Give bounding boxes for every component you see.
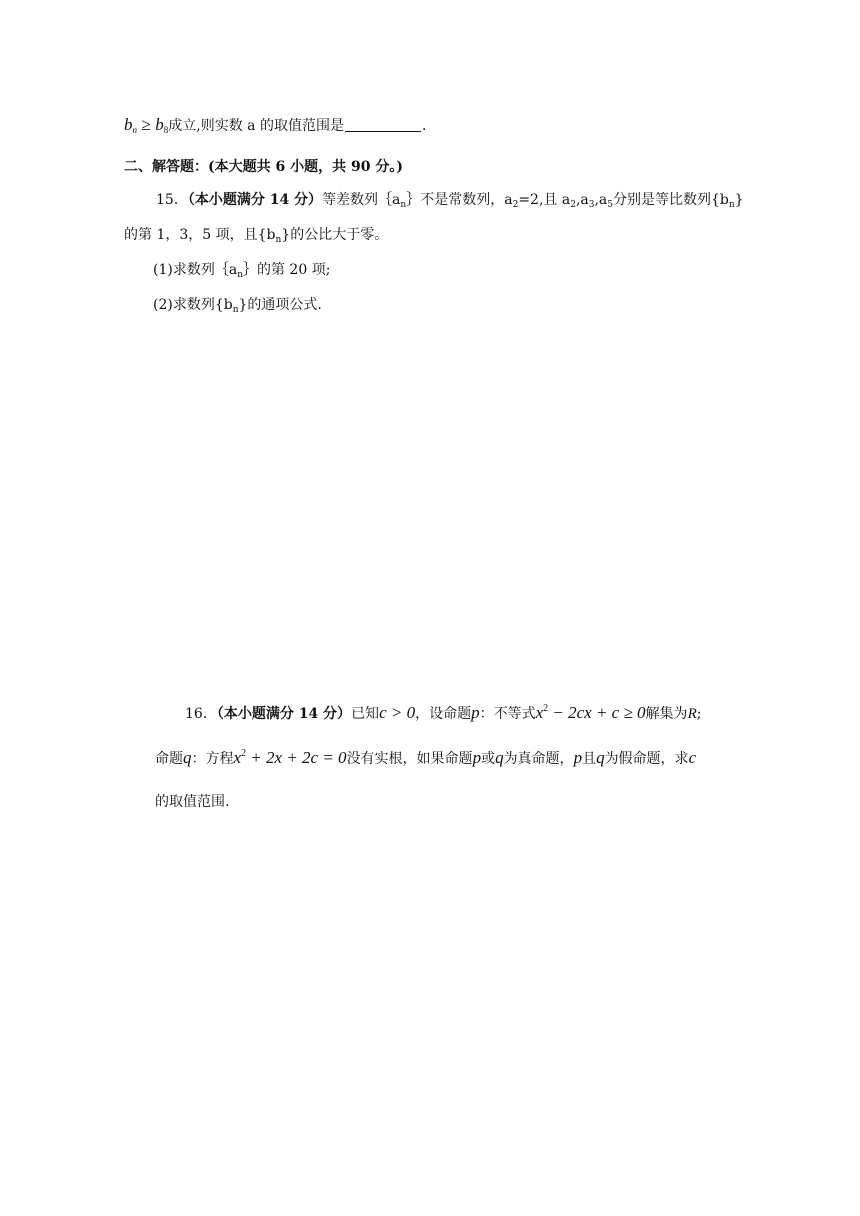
math-R: R [687, 706, 697, 722]
question-points: （本小题满分 14 分） [216, 706, 352, 722]
question-number: 16． [185, 706, 217, 722]
period: . [421, 118, 427, 134]
question-15-line-2: 的第 1，3，5 项，且$\{b_n\}$的公比大于零。 [124, 227, 389, 245]
question-15-part-1: (1)求数列$\{a_n\}$的第 20 项; [153, 262, 331, 280]
question-16-line-3: 的取值范围. [155, 794, 230, 810]
math-b-n: $b_n$ [124, 115, 137, 135]
math-ge: ≥ [141, 115, 151, 134]
math-b-8: $b_8$ [155, 115, 169, 135]
math-p: p [471, 703, 480, 722]
question-15-part-2: (2)求数列$\{b_n\}$的通项公式. [153, 297, 322, 315]
answer-blank[interactable] [345, 117, 421, 132]
fill-in-text: 成立,则实数 a 的取值范围是 [168, 118, 344, 134]
question-number: 15． [156, 192, 188, 208]
question-16-line-2: 命题q：方程$x^2 + 2x + 2c = 0$没有实根，如果命题p或q为真命题，p且q为假命题，求c [155, 748, 697, 767]
math-equation: $x^2 + 2x + 2c = 0$ [233, 748, 347, 767]
fill-in-question-end [124, 115, 426, 136]
question-15-line-1: 15．（本小题满分 14 分）等差数列$\{a_n\}$不是常数列，$a_2=2$,且 $a_2,a_3,a_5$分别是等比数列$\{b_n\}$ [156, 192, 744, 210]
question-16-line-1: 16．（本小题满分 14 分）已知c > 0，设命题p：不等式$x^2 - 2cx + c \ge 0$解集为R; [185, 703, 702, 722]
section-heading: 二、解答题：(本大题共 6 小题，共 90 分。) [124, 159, 403, 175]
math-inequality: $x^2 - 2cx + c \ge 0$ [535, 703, 646, 722]
math-c-gt-0: c > 0 [379, 703, 416, 722]
question-points: （本小题满分 14 分） [187, 192, 323, 208]
